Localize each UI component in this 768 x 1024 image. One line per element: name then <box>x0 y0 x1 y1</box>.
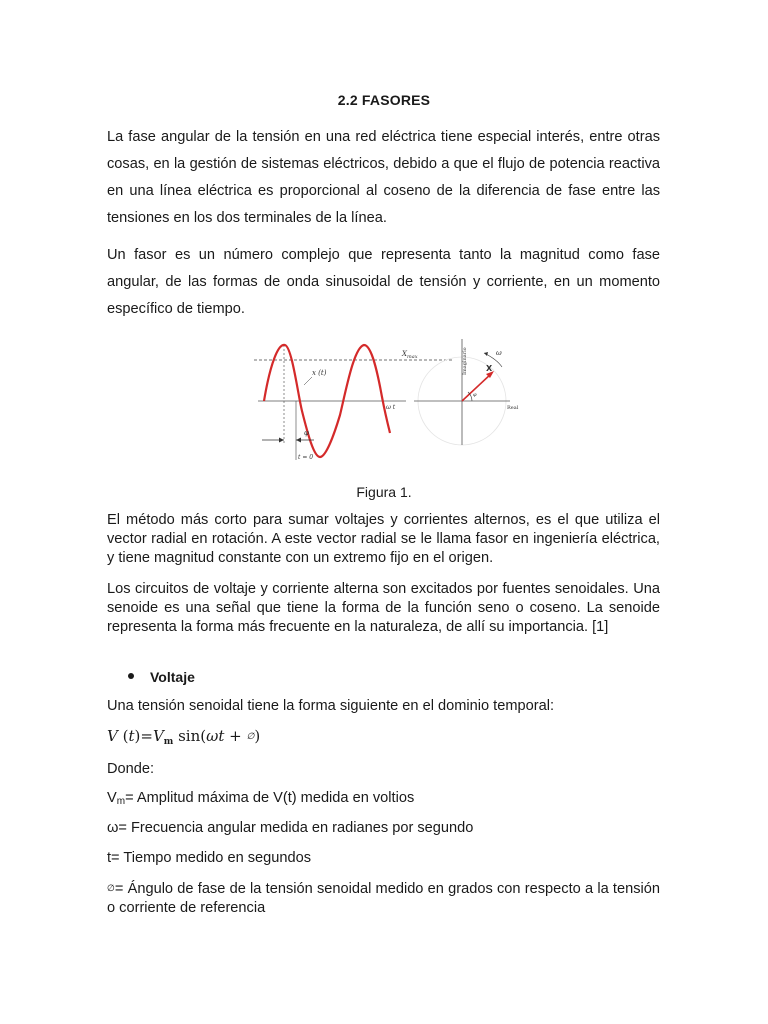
bullet-dot-icon <box>128 673 134 679</box>
label-omega: ω <box>496 349 502 357</box>
xt-pointer <box>304 377 312 385</box>
phase-arrowhead-right <box>296 438 301 443</box>
label-real: Real <box>507 405 519 411</box>
def-omega: ω= Frecuencia angular medida en radianes por segundo <box>107 820 474 836</box>
label-phi-left: φ <box>304 429 309 437</box>
label-xt: x (t) <box>312 369 327 377</box>
paragraph-radial-vector: El método más corto para sumar voltajes y corrientes alternos, es el que utiliza el vector radial en rotación. A este vector radial se le llama fasor en ingeniería eléctrica, y tiene magnitud constante con un extremo fijo en el origen. <box>107 512 660 566</box>
section-title: 2.2 FASORES <box>337 92 431 108</box>
label-omega-t: ω t <box>386 404 396 411</box>
paragraph-sinusoidal-sources: Los circuitos de voltaje y corriente alterna son excitados por fuentes senoidales. Una senoide es una señal que tiene la forma de la función seno o coseno. La senoide representa la forma más frecuente en la naturaleza, de allí su importancia. [1] <box>107 581 660 635</box>
voltage-formula: V $(t)=V_m$ sin(ωt + ∅) <box>107 727 261 747</box>
donde-label: Donde: <box>107 761 155 777</box>
label-t0: t = 0 <box>298 454 314 461</box>
figure-caption: Figura 1. <box>356 484 412 500</box>
phasor-vector <box>462 373 492 401</box>
phase-arrowhead-left <box>279 438 284 443</box>
label-xmax: $X_{max}$ <box>402 350 418 360</box>
def-vm: $V_m=$ Amplitud máxima de V(t) medida en voltios <box>107 790 415 807</box>
rotation-arrowhead <box>484 352 488 356</box>
label-phi-right: φ <box>473 392 477 398</box>
def-t: t= Tiempo medido en segundos <box>107 850 312 866</box>
def-phi: ∅= Ángulo de fase de la tensión senoidal medido en grados con respecto a la tensión o corriente de referencia <box>107 881 660 916</box>
label-X: X <box>486 364 493 373</box>
phasor-figure <box>254 335 520 465</box>
paragraph-phase-intro: La fase angular de la tensión en una red eléctrica tiene especial interés, entre otras cosas, en la gestión de sistemas eléctricos, debido a que el flujo de potencia reactiva en una línea eléctrica es proporcional al coseno de la diferencia de fase entre las tensiones en los dos terminales de la línea. <box>107 129 660 226</box>
voltage-intro: Una tensión senoidal tiene la forma siguiente en el dominio temporal: <box>107 698 554 714</box>
label-imaginary: Imaginario <box>462 347 468 375</box>
bullet-label: Voltaje <box>150 669 195 685</box>
bullet-voltaje <box>128 669 195 685</box>
paragraph-phasor-definition: Un fasor es un número complejo que representa tanto la magnitud como fase angular, de las formas de onda sinusoidal de tensión y corriente, en un momento específico de tiempo. <box>107 247 660 317</box>
